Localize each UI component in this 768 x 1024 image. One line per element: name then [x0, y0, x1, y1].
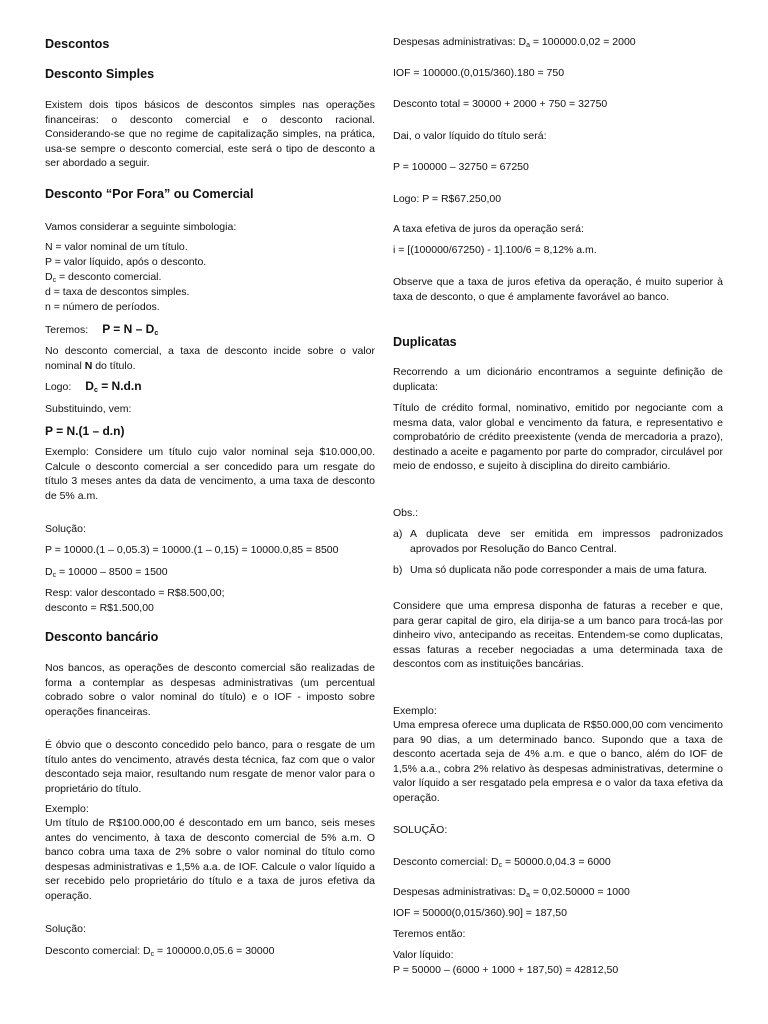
- valor-liquido-calc: P = 50000 – (6000 + 1000 + 187,50) = 42812,50: [393, 964, 619, 976]
- solucao-1-p: P = 10000.(1 – 0,05.3) = 10000.(1 – 0,15) = 10000.0,85 = 8500: [45, 544, 339, 556]
- symbol-n: N = valor nominal de um título.: [45, 241, 188, 253]
- resp-line-1: Resp: valor descontado = R$8.500,00;: [45, 587, 225, 599]
- taxa-intro-line: A taxa efetiva de juros da operação será:: [393, 223, 584, 235]
- solucao-2-label: Solução:: [45, 923, 86, 935]
- resp-line-2: desconto = R$1.500,00: [45, 602, 154, 614]
- paragraph-dicionario: Recorrendo a um dicionário encontramos a seguinte definição de duplicata:: [393, 366, 723, 393]
- solucao-1-dc: $D_c = 10000 - 8500 = 1500$: [45, 566, 168, 579]
- symbol-d: d = taxa de descontos simples.: [45, 286, 190, 298]
- exemplo-label: Exemplo:: [393, 705, 437, 717]
- heading-desconto-simples: Desconto Simples: [45, 67, 155, 81]
- teremos-entao-line: Teremos então:: [393, 928, 466, 940]
- list-marker-a: a): [393, 528, 403, 540]
- despesas-administrativas-line: Despesas administrativas: $D_a = 0,02.50000 = 1000$: [393, 886, 630, 899]
- symbol-n-periods: n = número de períodos.: [45, 301, 160, 313]
- solucao-1-label: Solução:: [45, 523, 86, 535]
- despesas-line: Despesas administrativas: $D_a = 100000.0,02 = 2000$: [393, 36, 636, 49]
- paragraph-bancario-1: Nos bancos, as operações de desconto comercial são realizadas de forma a contemplar as despesas administrativas (um percentual cobrado sobre o valor nominal do título) e o IOF - imposto sobre operações financeiras.: [45, 662, 375, 718]
- paragraph-simples-intro: Existem dois tipos básicos de descontos simples nas operações financeiras: o desconto comercial e o desconto racional. Considerando-se que no regime de capitalização simples, na prática, usa-se sempre o desconto comercial, este será o tipo de desconto a ser abordado a seguir.: [45, 99, 375, 170]
- paragraph-exemplo-1: Exemplo: Considere um título cujo valor nominal seja $10.000,00. Calcule o desconto comercial a ser concedido para um resgate do título 3 meses antes da data de vencimento, a uma taxa de desconto de 5% a.m.: [45, 446, 375, 502]
- paragraph-exemplo: Uma empresa oferece uma duplicata de R$50.000,00 com vencimento para 90 dias, a um determinado banco. Supondo que a taxa de desconto acertada seja de 4% a.m. e que o banco, além do IOF de 1,5% a.a., cobra 2% relativo às despesas administrativas, determine o valor líquido a ser resgatado pela empresa e o valor da taxa efetiva da operação.: [393, 719, 723, 804]
- heading-desconto-bancario: Desconto bancário: [45, 630, 159, 644]
- paragraph-incide: No desconto comercial, a taxa de desconto incide sobre o valor nominal N do título.: [45, 345, 375, 372]
- obs-label: Obs.:: [393, 507, 419, 519]
- teremos-line: Teremos: $P = N - D_c$: [45, 322, 159, 337]
- logo-line: Logo: $D_c = N.d.n$: [45, 379, 142, 394]
- list-text-b: Uma só duplicata não pode corresponder a mais de uma fatura.: [410, 564, 708, 576]
- page-title: Descontos: [45, 37, 110, 51]
- logo-result-line: Logo: P = R$67.250,00: [393, 193, 502, 205]
- heading-duplicatas: Duplicatas: [393, 335, 457, 349]
- exemplo-2-label: Exemplo:: [45, 803, 89, 815]
- iof-2-line: IOF = 50000(0,015/360).90] = 187,50: [393, 907, 567, 919]
- paragraph-observe: Observe que a taxa de juros efetiva da operação, é muito superior à taxa de desconto, o que é amplamente favorável ao banco.: [393, 276, 723, 303]
- iof-line: IOF = 100000.(0,015/360).180 = 750: [393, 67, 565, 79]
- paragraph-exemplo-2: Um título de R$100.000,00 é descontado em um banco, seis meses antes do vencimento, à taxa de desconto comercial de 5% a.m. O banco cobra uma taxa de 2% sobre o valor nominal do título como despesas administrativas e 1,5% a.a. de IOF. Calcule o valor líquido a ser recebido pelo proprietário do título e a taxa de juros efetiva da operação.: [45, 817, 375, 902]
- symbol-p: P = valor líquido, após o desconto.: [45, 256, 207, 268]
- paragraph-bancario-2: É óbvio que o desconto concedido pelo banco, para o resgate de um título antes do vencimento, através desta técnica, faz com que o valor descontado seja maior, resultando num resgate de menor valor para o proprietário do título.: [45, 739, 375, 795]
- solucao-label: SOLUÇÃO:: [393, 824, 448, 836]
- formula-p: P = N.(1 – d.n): [45, 424, 125, 438]
- heading-desconto-comercial: Desconto “Por Fora” ou Comercial: [45, 187, 254, 201]
- p-calc-line: P = 100000 – 32750 = 67250: [393, 161, 529, 173]
- taxa-formula-line: i = [(100000/67250) - 1].100/6 = 8,12% a.m.: [393, 244, 597, 256]
- solucao-2-desconto: Desconto comercial: $D_c = 100000.0,05.6 = 30000$: [45, 945, 275, 958]
- paragraph-considere: Considere que uma empresa disponha de faturas a receber e que, para gerar capital de giro, ela dirija-se a um banco para trocá-las por dinheiro vivo, antecipando as receitas. Entendem-se como duplicatas, essas faturas a receber negociadas a uma determinada taxa de descontos com as instituições bancárias.: [393, 600, 723, 671]
- symbol-dc: $D_c$ = desconto comercial.: [45, 271, 162, 284]
- list-marker-b: b): [393, 564, 403, 576]
- simbologia-intro: Vamos considerar a seguinte simbologia:: [45, 221, 237, 233]
- paragraph-definicao: Título de crédito formal, nominativo, emitido por negociante com a mesma data, valor global e vencimento da fatura, e representativo e comprobatório de crédito preexistente (venda de mercadoria a prazo), destinado a aceite e pagamento por parte do comprador, circulável por meio de endosso, e sujeito à disciplina do direito cambiário.: [393, 402, 723, 473]
- substituindo-line: Substituindo, vem:: [45, 403, 132, 415]
- valor-liquido-label: Valor líquido:: [393, 949, 454, 961]
- list-text-a: A duplicata deve ser emitida em impressos padronizados aprovados por Resolução do Banco Central.: [410, 528, 723, 555]
- desconto-total-line: Desconto total = 30000 + 2000 + 750 = 32750: [393, 98, 608, 110]
- desconto-comercial-line: Desconto comercial: $D_c = 50000.0,04.3 = 6000$: [393, 856, 611, 869]
- dai-line: Dai, o valor líquido do título será:: [393, 130, 547, 142]
